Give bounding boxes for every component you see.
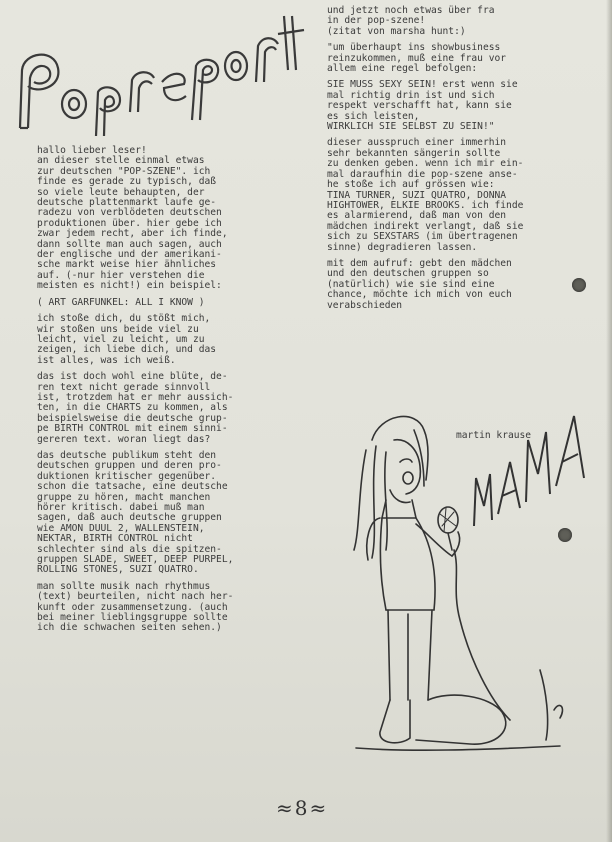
author-signature: martin krause	[456, 430, 532, 441]
singer-illustration	[320, 400, 580, 770]
page-number: ≈8≈	[276, 796, 329, 820]
paper-edge-shadow	[606, 0, 612, 842]
binder-hole-top	[572, 278, 586, 292]
right-paragraph-3: SIE MUSS SEXY SEIN! erst wenn sie mal richtig drin ist und sich respekt verschafft hat, kann sie es sich leisten, WIRKLICH SIE SELBST ZU SEIN!"	[327, 79, 518, 133]
left-paragraph-3: ich stoße dich, du stößt mich, wir stoßen uns beide viel zu leicht, viel zu leicht, um zu zeigen, ich liebe dich, und das ist alles, was ich weiß.	[37, 313, 217, 366]
right-column	[327, 6, 612, 317]
left-paragraph-4: das ist doch wohl eine blüte, de- ren text nicht gerade sinnvoll ist, trotzdem hat er mehr aussich- ten, in die CHARTS zu kommen, als beispielsweise die deutsche grup- pe BIRTH CONTROL mit einem sinni- gereren text. woran liegt das?	[37, 371, 234, 445]
left-paragraph-2: ( ART GARFUNKEL: ALL I KNOW )	[37, 296, 205, 308]
left-column	[37, 146, 307, 640]
right-paragraph-5: mit dem aufruf: gebt den mädchen und den deutschen gruppen so (natürlich) wie sie sind eine chance, möchte ich mich von euch verabschieden	[327, 257, 512, 311]
right-paragraph-1: und jetzt noch etwas über fra in der pop-szene! (zitat von marsha hunt:)	[327, 5, 495, 37]
right-paragraph-2: "um überhaupt ins showbusiness reinzukommen, muß eine frau vor allem eine regel befolgen:	[327, 42, 507, 75]
popreport-headline	[6, 8, 306, 143]
left-paragraph-5: das deutsche publikum steht den deutschen gruppen und deren pro- duktionen kritischer gegenüber. schon die tatsache, eine deutsche gruppe zu hören, macht manchen hörer kritisch. dabei muß man sagen, daß auch deutsche gruppen wie AMON DUUL 2, WALLENSTEIN, NEKTAR, BIRTH CONTROL nicht schlechter sind als die spitzen- gruppen SLADE, SWEET, DEEP PURPEL, ROLLING STONES, SUZI QUATRO.	[37, 449, 234, 576]
binder-hole-bottom	[558, 528, 572, 542]
left-paragraph-6: man sollte musik nach rhythmus (text) beurteilen, nicht nach her- kunft oder zusammensetzung. (auch bei meiner lieblingsgruppe sollte ich die schwachen seiten sehen.)	[37, 580, 234, 634]
right-paragraph-4: dieser ausspruch einer immerhin sehr bekannten sängerin sollte zu denken geben. wenn ich mir ein- mal daraufhin die pop-szene anse- he stoße ich auf grössen wie: TINA TURNER, SUZI QUATRO, DONNA HIGHTOWER, ELKIE BROOKS. ich finde es alarmierend, daß man von den mädchen indirekt verlangt, daß sie sich zu SEXSTARS (im übertragenen sinne) degradieren lassen.	[327, 137, 524, 253]
left-paragraph-1: hallo lieber leser! an dieser stelle einmal etwas zur deutschen "POP-SZENE". ich finde es gerade zu typisch, daß so viele leute behaupten, der deutsche plattenmarkt laufe ge- radezu von verblödeten deutschen produktionen über. hier gebe ich zwar jedem recht, aber ich finde, dann sollte man auch sagen, auch der englische und der amerikani- sche markt weise hier ähnliches auf. (-nur hier verstehen die meisten es nicht!) ein beispiel:	[37, 145, 228, 292]
